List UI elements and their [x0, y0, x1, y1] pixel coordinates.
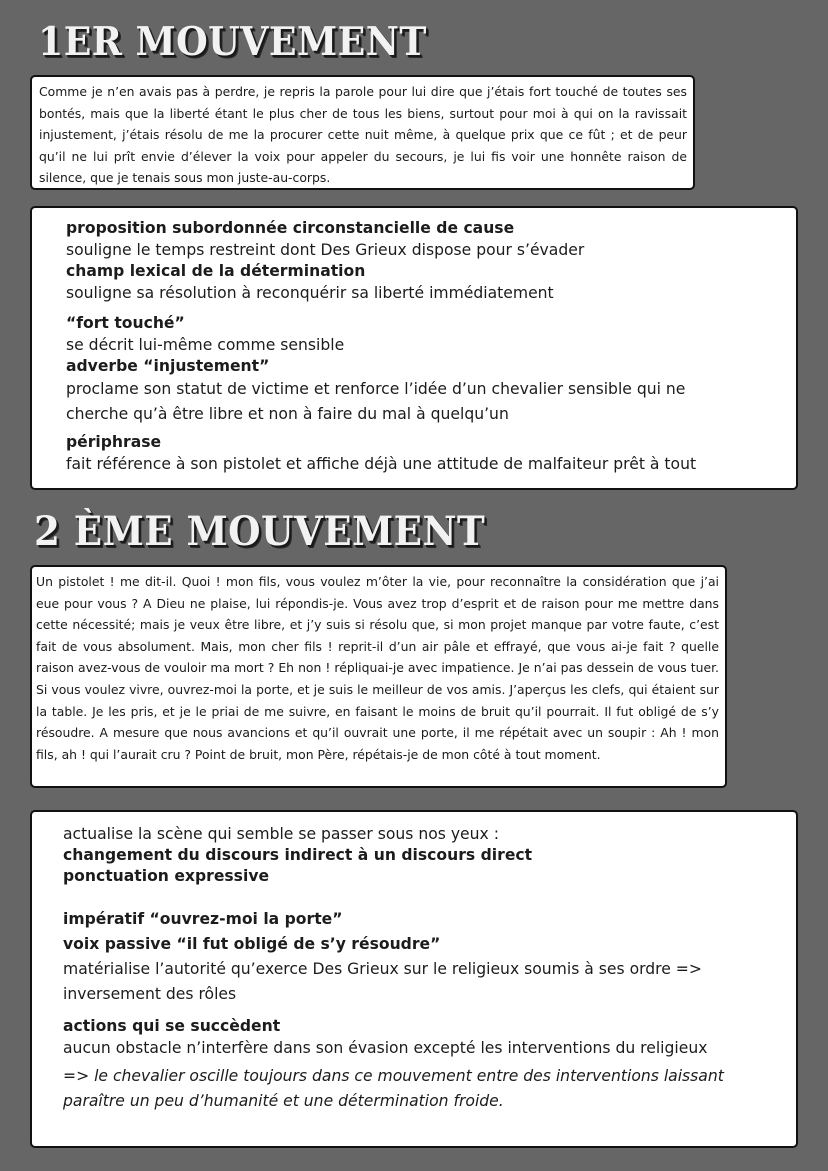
note-term: proposition subordonnée circonstancielle de cause: [66, 219, 515, 237]
section-2-analysis-box: [30, 810, 798, 1148]
note-term: ponctuation expressive: [63, 867, 270, 885]
section-2-title: 2 ÈME MOUVEMENT: [34, 508, 486, 555]
note-term: impératif “ouvrez-moi la porte”: [63, 910, 343, 928]
note-desc: se décrit lui-même comme sensible: [66, 336, 345, 354]
note-term: actions qui se succèdent: [63, 1017, 281, 1035]
section-1-analysis-box: [30, 206, 798, 490]
note-desc: souligne sa résolution à reconquérir sa liberté immédiatement: [66, 284, 554, 302]
spacer: [63, 887, 786, 907]
section-1-quote-box: [30, 75, 695, 190]
note-desc: aucun obstacle n’interfère dans son évasion excepté les interventions du religieux: [63, 1039, 708, 1057]
section-1-title: 1ER MOUVEMENT: [38, 19, 427, 65]
note-conclusion: => le chevalier oscille toujours dans ce mouvement entre des interventions laissant: [63, 1067, 724, 1085]
section-1-quote-text: Comme je n’en avais pas à perdre, je repris la parole pour lui dire que j’étais fort touché de toutes ses bontés, mais que la liberté étant le plus cher de tous les biens, surtout pour moi à qui on la ravissait injustement, j’étais résolu de me la procurer cette nuit même, à quelque prix que ce fût ; et de peur qu’il ne lui prît envie d’élever la voix pour appeler du secours, je lui fis voir une honnête raison de silence, que je tenais sous mon juste-au-corps.: [39, 84, 687, 186]
note-desc: fait référence à son pistolet et affiche déjà une attitude de malfaiteur prêt à tout: [66, 455, 697, 473]
note-term: adverbe “injustement”: [66, 357, 270, 375]
note-desc: proclame son statut de victime et renforce l’idée d’un chevalier sensible qui ne: [66, 380, 686, 398]
note-term: “fort touché”: [66, 314, 185, 332]
note-term: champ lexical de la détermination: [66, 262, 366, 280]
section-2-quote-box: [30, 565, 727, 788]
note-desc: souligne le temps restreint dont Des Grieux dispose pour s’évader: [66, 241, 585, 259]
spacer: [63, 1007, 786, 1016]
note-desc: matérialise l’autorité qu’exerce Des Grieux sur le religieux soumis à ses ordre =>: [63, 960, 702, 978]
section-2-quote-text: Un pistolet ! me dit-il. Quoi ! mon fils, vous voulez m’ôter la vie, pour reconnaître la considération que j’ai eue pour vous ? A Dieu ne plaise, lui répondis-je. Vous avez trop d’esprit et de raison pour me mettre dans cette nécessité; mais je veux être libre, et j’y suis si résolu que, si mon projet manque par votre faute, c’est fait de vous absolument. Mais, mon cher fils ! reprit-il d’un air pâle et effrayé, que vous ai-je fait ? quelle raison avez-vous de vouloir ma mort ? Eh non ! répliquai-je avec impatience. Je n’ai pas dessein de vous tuer. Si vous voulez vivre, ouvrez-moi la porte, et je suis le meilleur de vos amis. J’aperçus les clefs, qui étaient sur la table. Je les pris, et je le priai de me suivre, en faisant le moins de bruit qu’il pourrait. Il fut obligé de s’y résoudre. A mesure que nous avancions et qu’il ouvrait une porte, il me répétait avec un soupir : Ah ! mon fils, ah ! qui l’aurait cru ? Point de bruit, mon Père, répétais-je de mon côté à tout moment.: [36, 574, 719, 762]
note-desc: cherche qu’à être libre et non à faire du mal à quelqu’un: [66, 405, 509, 423]
note-term: périphrase: [66, 433, 162, 451]
spacer: [66, 304, 786, 313]
note-term: changement du discours indirect à un discours direct: [63, 846, 533, 864]
note-term: voix passive “il fut obligé de s’y résoudre”: [63, 935, 441, 953]
note-conclusion: paraître un peu d’humanité et une détermination froide.: [63, 1092, 504, 1110]
note-intro: actualise la scène qui semble se passer sous nos yeux :: [63, 825, 499, 843]
note-desc: inversement des rôles: [63, 985, 237, 1003]
